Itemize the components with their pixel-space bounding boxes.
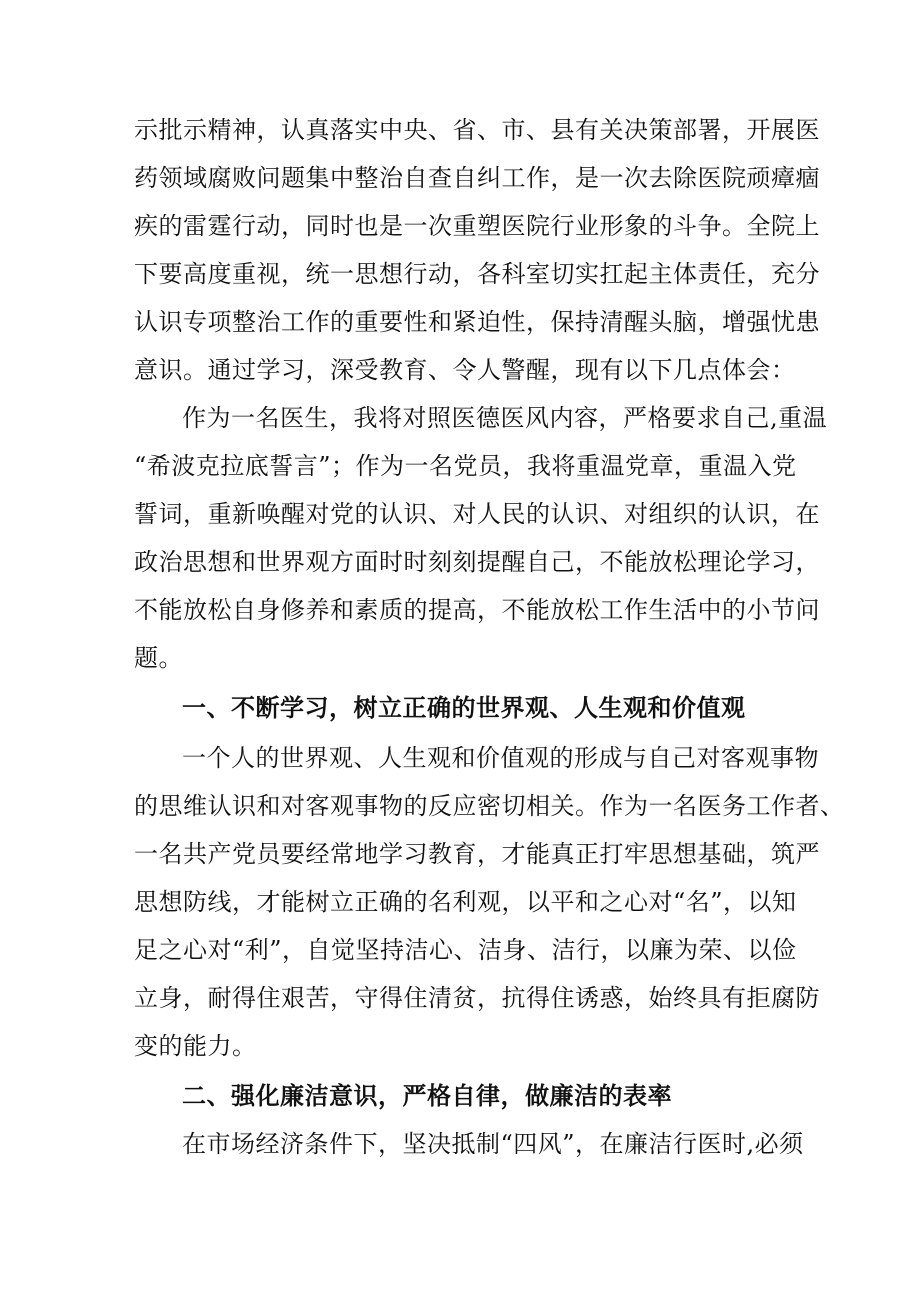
paragraph-1-line-4: 下要高度重视，统一思想行动，各科室切实扛起主体责任，充分 [134, 260, 820, 288]
paragraph-3-line-6: 立身，耐得住艰苦，守得住清贫，抗得住诱惑，始终具有拒腐防 [134, 984, 820, 1012]
paragraph-2-line-2: “希波克拉底誓言”；作为一名党员，我将重温党章，重温入党 [134, 452, 797, 480]
paragraph-2-line-4: 政治思想和世界观方面时时刻刻提醒自己，不能放松理论学习， [134, 548, 820, 576]
paragraph-4-line-1: 在市场经济条件下，坚决抵制“四风”，在廉洁行医时,必须 [182, 1130, 804, 1158]
paragraph-3-line-2: 的思维认识和对客观事物的反应密切相关。作为一名医务工作者、 [134, 792, 845, 820]
paragraph-1-line-5: 认识专项整治工作的重要性和紧迫性，保持清醒头脑，增强忧患 [134, 308, 820, 336]
paragraph-2-line-3: 誓词，重新唤醒对党的认识、对人民的认识、对组织的认识，在 [134, 500, 820, 528]
paragraph-1-line-6: 意识。通过学习，深受教育、令人警醒，现有以下几点体会： [134, 356, 796, 384]
section-heading-2: 二、强化廉洁意识，严格自律，做廉洁的表率 [182, 1082, 672, 1110]
paragraph-1-line-2: 药领域腐败问题集中整治自查自纠工作，是一次去除医院顽瘴痼 [134, 164, 820, 192]
paragraph-3-line-1: 一个人的世界观、人生观和价值观的形成与自己对客观事物 [182, 744, 819, 772]
paragraph-3-line-5: 足之心对“利”，自觉坚持洁心、洁身、洁行，以廉为荣、以俭 [134, 936, 797, 964]
paragraph-3-line-4: 思想防线，才能树立正确的名利观，以平和之心对“名”，以知 [134, 888, 797, 916]
paragraph-1-line-3: 疾的雷霆行动，同时也是一次重塑医院行业形象的斗争。全院上 [134, 212, 820, 240]
paragraph-3-line-7: 变的能力。 [134, 1032, 257, 1060]
paragraph-3-line-3: 一名共产党员要经常地学习教育，才能真正打牢思想基础，筑严 [134, 840, 820, 868]
paragraph-1-line-1: 示批示精神，认真落实中央、省、市、县有关决策部署，开展医 [134, 116, 820, 144]
paragraph-2-line-6: 题。 [134, 644, 183, 672]
paragraph-2-line-1: 作为一名医生，我将对照医德医风内容，严格要求自己,重温 [182, 404, 828, 432]
section-heading-1: 一、不断学习，树立正确的世界观、人生观和价值观 [182, 694, 746, 722]
paragraph-2-line-5: 不能放松自身修养和素质的提高，不能放松工作生活中的小节问 [134, 596, 820, 624]
